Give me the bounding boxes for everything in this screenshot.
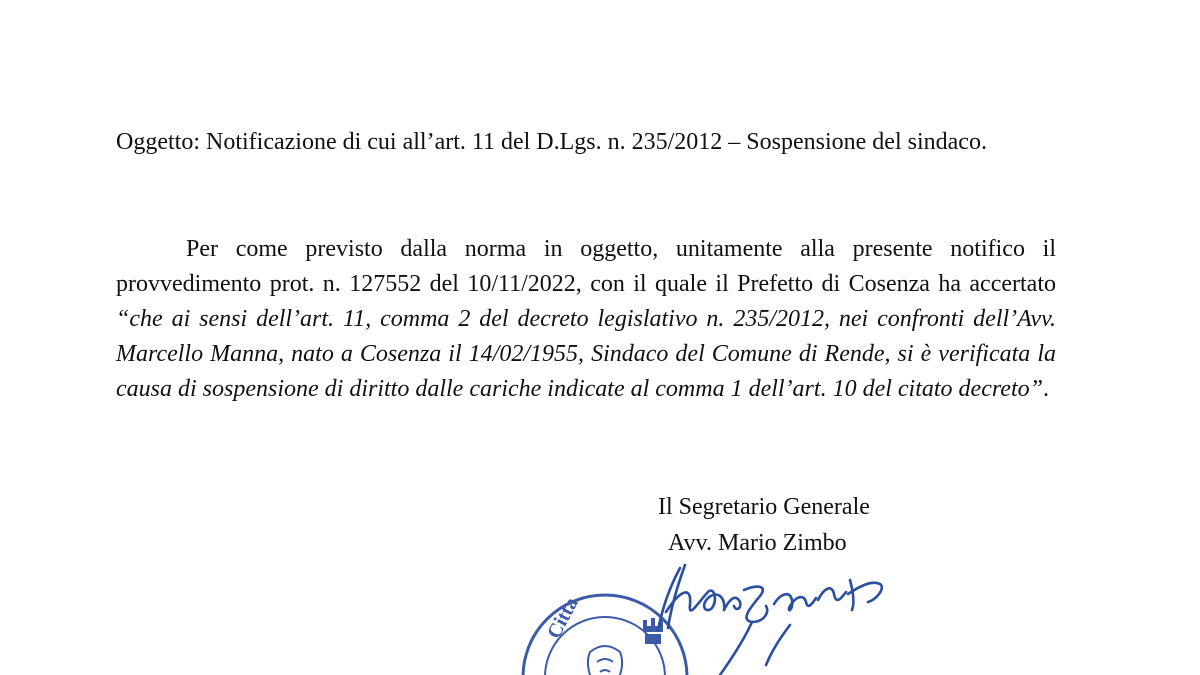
body-paragraph (116, 232, 1056, 407)
body-end: . (1042, 376, 1049, 402)
stamp-emblem (588, 646, 622, 675)
body-quote: “che ai sensi dell’art. 11, comma 2 del decreto legislativo n. 235/2012, nei confronti dell’Avv. Marcello Manna, nato a Cosenza il 14/02/1955, Sindaco del Comune di Rende, si è verificata la causa di sospensione di diritto dalle cariche indicate al comma 1 dell’art. 10 del citato decreto” (116, 306, 1056, 402)
body-intro: Per come previsto dalla norma in oggetto, unitamente alla presente notifico il provvedimento prot. n. 127552 del 10/11/2022, con il quale il Prefetto di Cosenza ha accertato (116, 236, 1056, 297)
handwritten-signature (640, 550, 940, 675)
subject-line: Oggetto: Notificazione di cui all’art. 11 del D.Lgs. n. 235/2012 – Sospensione del sindaco. (116, 129, 987, 155)
stamp-text: Citta (542, 593, 583, 643)
signatory-title: Il Segretario Generale (658, 494, 870, 520)
signatory-name: Avv. Mario Zimbo (668, 530, 847, 556)
